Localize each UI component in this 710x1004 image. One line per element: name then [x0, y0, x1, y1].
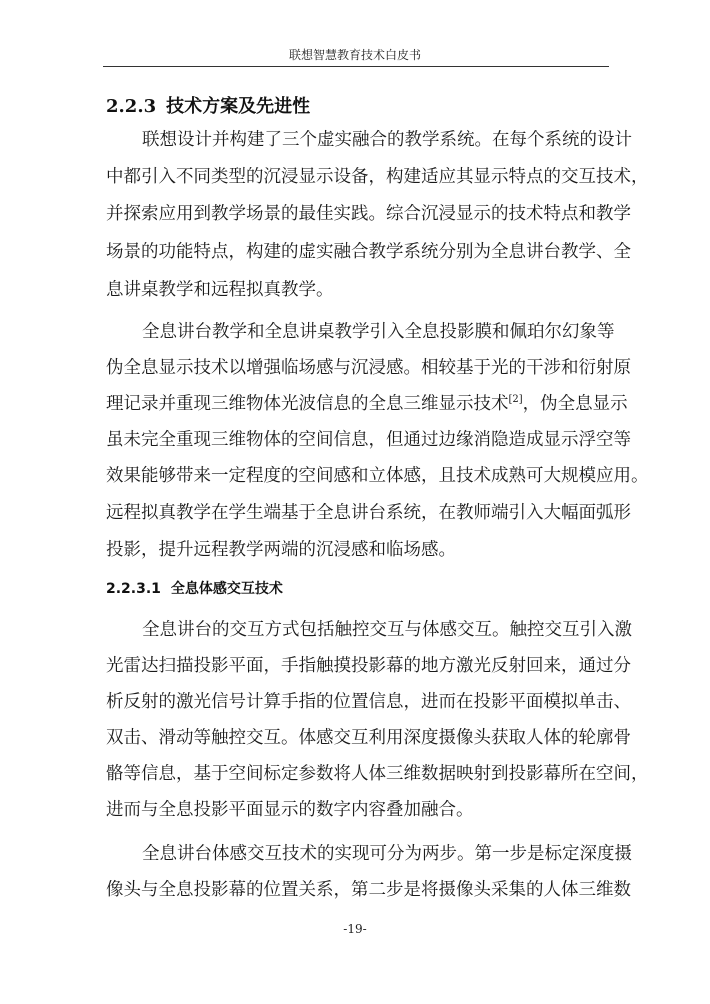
paragraph-line: 息讲桌教学和远程拟真教学。	[106, 280, 334, 300]
paragraph-line: 全息讲台教学和全息讲桌教学引入全息投影膜和佩珀尔幻象等	[142, 322, 615, 342]
page-number: -19-	[343, 922, 367, 936]
paragraph-line: 全息讲台体感交互技术的实现可分为两步。第一步是标定深度摄	[142, 844, 632, 864]
paragraph-text: 理记录并重现三维物体光波信息的全息三维显示技术	[106, 394, 509, 414]
running-header: 联想智慧教育技术白皮书	[288, 48, 421, 62]
paragraph-line: 骼等信息，基于空间标定参数将人体三维数据映射到投影幕所在空间，	[106, 764, 649, 784]
paragraph-line: 全息讲台的交互方式包括触控交互与体感交互。触控交互引入激	[142, 620, 632, 640]
subsection-title: 全息体感交互技术	[170, 581, 283, 597]
paragraph-line: 伪全息显示技术以增强临场感与沉浸感。相较基于光的干涉和衍射原	[106, 358, 631, 378]
section-title: 技术方案及先进性	[166, 96, 311, 117]
paragraph-line: 远程拟真教学在学生端基于全息讲台系统，在教师端引入大幅面弧形	[106, 503, 631, 523]
paragraph-line: 双击、滑动等触控交互。体感交互利用深度摄像头获取人体的轮廓骨	[106, 728, 631, 748]
paragraph-line: 进而与全息投影平面显示的数字内容叠加融合。	[106, 800, 474, 820]
paragraph-line: 并探索应用到教学场景的最佳实践。综合沉浸显示的技术特点和教学	[106, 204, 631, 224]
header-rule	[103, 66, 609, 67]
paragraph-text: ，伪全息显示	[522, 394, 628, 414]
subsection-heading	[106, 578, 283, 598]
paragraph-line: 像头与全息投影幕的位置关系，第二步是将摄像头采集的人体三维数	[106, 880, 631, 900]
section-number: 2.2.3	[106, 96, 157, 117]
subsection-number: 2.2.3.1	[106, 581, 161, 597]
paragraph-line: 投影，提升远程教学两端的沉浸感和临场感。	[106, 540, 456, 560]
paragraph-line: 析反射的激光信号计算手指的位置信息，进而在投影平面模拟单击、	[106, 692, 631, 712]
paragraph-line: 虽未完全重现三维物体的空间信息，但通过边缘消隐造成显示浮空等	[106, 430, 631, 450]
paragraph-line: 中都引入不同类型的沉浸显示设备，构建适应其显示特点的交互技术，	[106, 167, 649, 187]
section-heading	[106, 92, 310, 118]
paragraph-line: 效果能够带来一定程度的空间感和立体感，且技术成熟可大规模应用。	[106, 466, 649, 486]
citation-superscript: [2]	[508, 394, 523, 406]
paragraph-line: 联想设计并构建了三个虚实融合的教学系统。在每个系统的设计	[142, 130, 632, 150]
paragraph-line: 光雷达扫描投影平面，手指触摸投影幕的地方激光反射回来，通过分	[106, 656, 631, 676]
paragraph-line-with-citation	[106, 392, 628, 416]
paragraph-line: 场景的功能特点，构建的虚实融合教学系统分别为全息讲台教学、全	[106, 242, 631, 262]
